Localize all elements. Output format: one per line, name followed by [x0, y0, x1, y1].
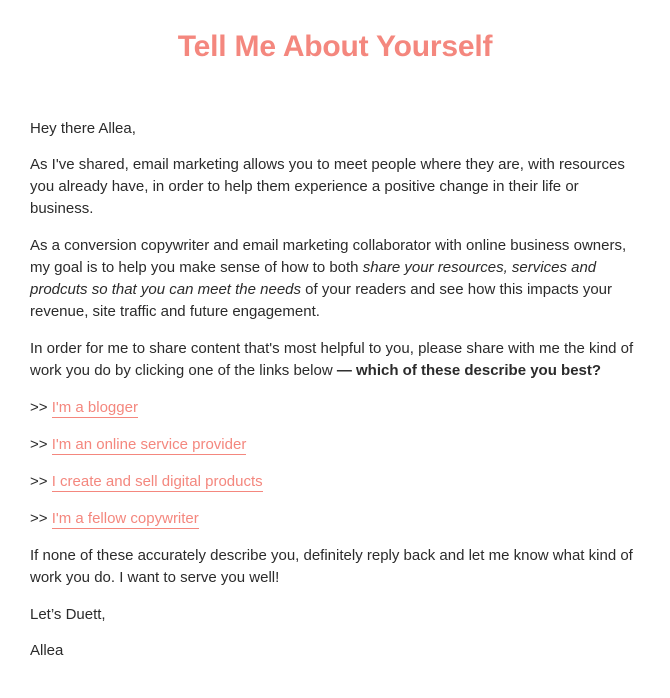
- paragraph-intro: As I've shared, email marketing allows you to meet people where they are, with resources you already have, in order to help them experience a positive change in their life or business.: [30, 156, 625, 217]
- link-digital-products[interactable]: I create and sell digital products: [51, 473, 263, 490]
- paragraph-question-bold: — which of these describe you best?: [336, 362, 602, 379]
- link-blogger[interactable]: I'm a blogger: [51, 399, 138, 416]
- link-prefix: >>: [30, 510, 48, 527]
- paragraph-reply: If none of these accurately describe you, definitely reply back and let me know what kind of work you do. I want to serve you well!: [30, 547, 633, 586]
- link-line-digital-products: [30, 471, 640, 493]
- email-content: [30, 118, 640, 662]
- paragraph-goal-italic: share your resources, services and prodcuts so that you can meet the needs: [30, 259, 597, 298]
- paragraph-question-text: In order for me to share content that's most helpful to you, please share with me the kind of work you do by clicking one of the links below: [30, 340, 634, 379]
- link-service-provider[interactable]: I'm an online service provider: [51, 436, 247, 453]
- paragraph-goal-start: As a conversion copywriter and email marketing collaborator with online business owners, my goal is to help you make sense of how to both: [30, 237, 627, 276]
- paragraph-question: [30, 338, 640, 382]
- paragraph-goal-end: of your readers and see how this impacts your revenue, site traffic and future engagement.: [30, 281, 613, 320]
- paragraph-goal: [30, 235, 640, 323]
- greeting: Hey there Allea,: [30, 120, 136, 137]
- link-prefix: >>: [30, 473, 48, 490]
- email-title: Tell Me About Yourself: [177, 30, 493, 63]
- link-prefix: >>: [30, 436, 48, 453]
- signoff: Let’s Duett,: [30, 606, 106, 623]
- link-copywriter[interactable]: I'm a fellow copywriter: [51, 510, 199, 527]
- link-line-copywriter: [30, 508, 640, 530]
- link-line-blogger: [30, 397, 640, 419]
- signature: Allea: [30, 642, 64, 659]
- link-prefix: >>: [30, 399, 48, 416]
- link-line-service-provider: [30, 434, 640, 456]
